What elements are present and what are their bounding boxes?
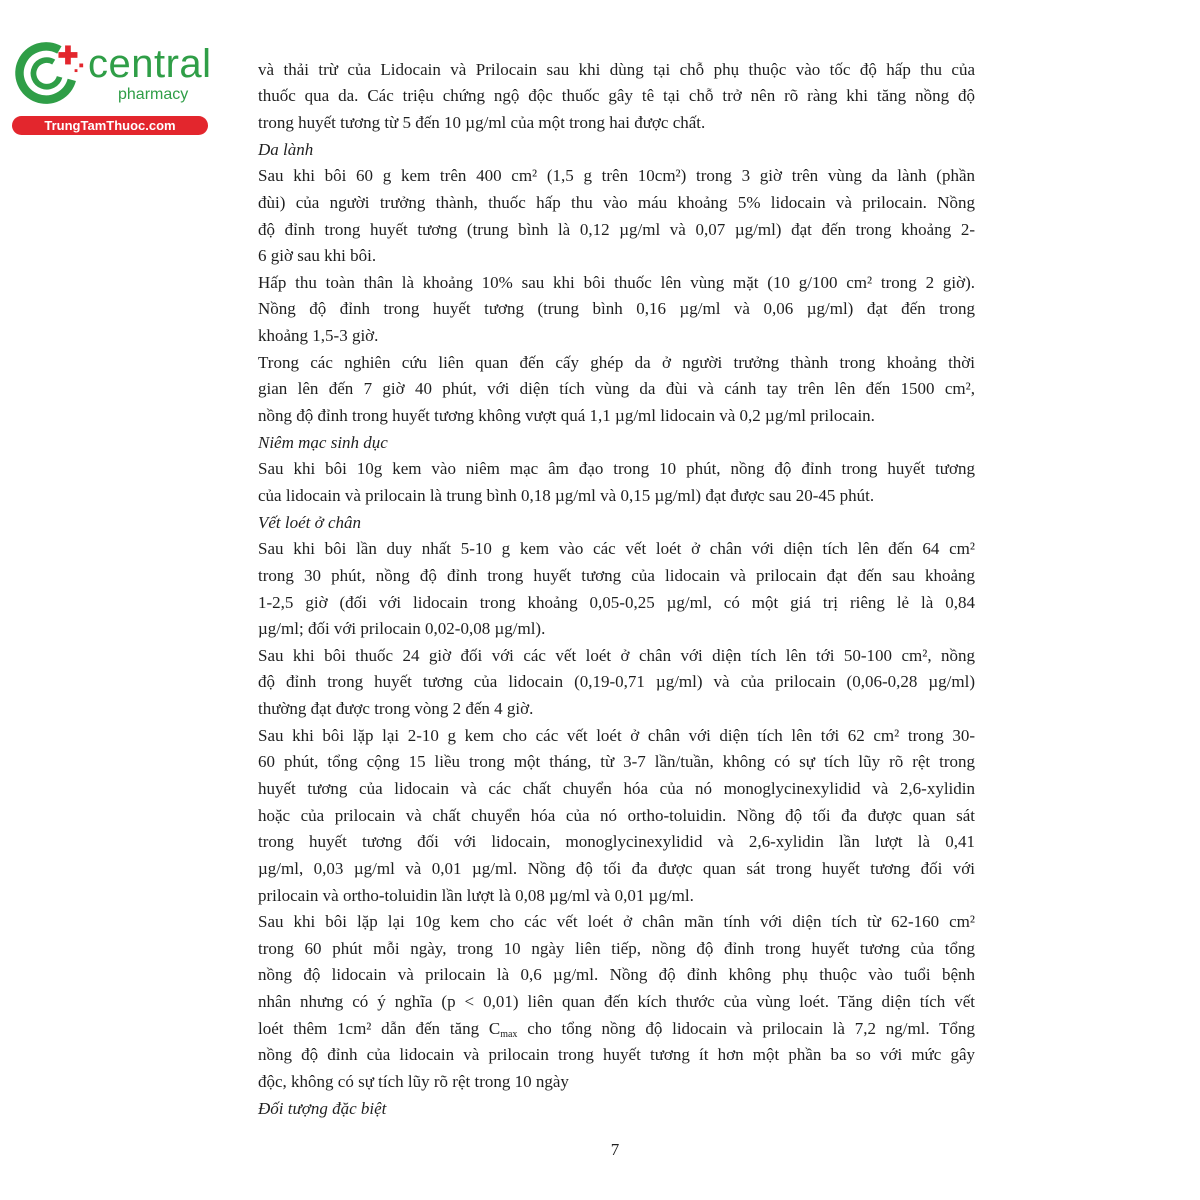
brand-subtitle: pharmacy — [118, 86, 189, 103]
text-line: prilocain và ortho-toluidin lần lượt là 0,08 µg/ml và 0,01 µg/ml. — [258, 885, 694, 905]
logo-plus-vertical — [65, 45, 71, 64]
text-line: thuốc qua da. Các triệu chứng ngộ độc thuốc gây tê tại chỗ trở nên rõ ràng khi tăng nồng độ — [258, 86, 975, 106]
text-line: Hấp thu toàn thân là khoảng 10% sau khi bôi thuốc lên vùng mặt (10 g/100 cm² trong 2 giờ). — [258, 272, 975, 292]
text-line: độ đỉnh trong huyết tương (trung bình là 0,12 µg/ml và 0,07 µg/ml) đạt đến trong khoảng 2- — [258, 219, 975, 239]
central-pharmacy-logo-icon — [10, 34, 86, 112]
text-line: µg/ml; đối với prilocain 0,02-0,08 µg/ml). — [258, 619, 546, 639]
logo-dot — [79, 64, 83, 68]
text-line: Sau khi bôi 10g kem vào niêm mạc âm đạo trong 10 phút, nồng độ đỉnh trong huyết tương — [258, 459, 975, 479]
text-line: 6 giờ sau khi bôi. — [258, 246, 377, 266]
logo-dot — [75, 69, 78, 72]
text-line: độc, không có sự tích lũy rõ rệt trong 10 ngày — [258, 1072, 569, 1092]
text-line: của lidocain và prilocain là trung bình 0,18 µg/ml và 0,15 µg/ml) đạt được sau 20-45 phút. — [258, 485, 875, 505]
text-line: đùi) của người trưởng thành, thuốc hấp thu vào máu khoảng 5% lidocain và prilocain. Nồng — [258, 192, 975, 212]
text-line: Sau khi bôi lặp lại 2-10 g kem cho các vết loét ở chân với diện tích lên tới 62 cm² trong 30- — [258, 725, 975, 745]
section-heading: Đối tượng đặc biệt — [258, 1098, 387, 1118]
section-heading: Vết loét ở chân — [258, 512, 362, 532]
text-line: hoặc của prilocain và chất chuyển hóa của nó ortho-toluidin. Nồng độ tối đa được quan sát — [258, 805, 975, 825]
text-line: 60 phút, tổng cộng 15 liều trong một tháng, từ 3-7 lần/tuần, không có sự tích lũy rõ rệt trong — [258, 752, 975, 772]
text-line: nồng độ đỉnh trong huyết tương không vượt quá 1,1 µg/ml lidocain và 0,2 µg/ml prilocain. — [258, 406, 875, 426]
text-segment: loét thêm 1cm² dẫn đến tăng C — [258, 1018, 501, 1038]
brand-name: central — [88, 42, 212, 86]
text-line: và thải trừ của Lidocain và Prilocain sau khi dùng tại chỗ phụ thuộc vào tốc độ hấp thu của — [258, 59, 975, 79]
text-line: gian lên đến 7 giờ 40 phút, với diện tích vùng da đùi và cánh tay trên lên đến 1500 cm², — [258, 379, 975, 399]
document-body — [258, 57, 975, 1123]
text-line: Trong các nghiên cứu liên quan đến cấy ghép da ở người trưởng thành trong khoảng thời — [258, 352, 975, 372]
brand-site-banner: TrungTamThuoc.com — [12, 116, 208, 135]
text-line-cmax — [258, 1016, 975, 1043]
text-line: Nồng độ đỉnh trong huyết tương (trung bình 0,16 µg/ml và 0,06 µg/ml) đạt đến trong — [258, 299, 975, 319]
text-line: nồng độ lidocain và prilocain là 0,6 µg/ml. Nồng độ đỉnh không phụ thuộc vào tuổi bệnh — [258, 965, 975, 985]
text-line: trong huyết tương từ 5 đến 10 µg/ml của một trong hai được chất. — [258, 112, 706, 132]
text-line: độ đỉnh trong huyết tương của lidocain (0,19-0,71 µg/ml) và của prilocain (0,06-0,28 µg/ml) — [258, 672, 975, 692]
cmax-subscript: max — [500, 1028, 518, 1040]
text-line: huyết tương của lidocain và các chất chuyển hóa của nó monoglycinexylidid và 2,6-xylidin — [258, 778, 975, 798]
page-number: 7 — [610, 1140, 620, 1159]
text-line: Sau khi bôi lặp lại 10g kem cho các vết loét ở chân mãn tính với diện tích từ 62-160 cm² — [258, 912, 975, 932]
text-line: 1-2,5 giờ (đối với lidocain trong khoảng 0,05-0,25 µg/ml, có một giá trị riêng lẻ là 0,84 — [258, 592, 975, 612]
text-line: thường đạt được trong vòng 2 đến 4 giờ. — [258, 699, 534, 719]
text-line: µg/ml, 0,03 µg/ml và 0,01 µg/ml. Nồng độ tối đa được quan sát trong huyết tương đối với — [258, 858, 975, 878]
logo-inner-ring — [33, 60, 59, 87]
text-line: nồng độ đỉnh của lidocain và prilocain trong huyết tương ít hơn một phần ba so với mức gây — [258, 1045, 975, 1065]
text-line: Sau khi bôi thuốc 24 giờ đối với các vết loét ở chân với diện tích lên tới 50-100 cm², nồng — [258, 645, 975, 665]
text-line: trong 30 phút, nồng độ đỉnh trong huyết tương của lidocain và prilocain đạt đến sau khoảng — [258, 565, 975, 585]
text-segment: cho tổng nồng độ lidocain và prilocain là 7,2 ng/ml. Tổng — [517, 1018, 976, 1038]
text-line: trong 60 phút mỗi ngày, trong 10 ngày liên tiếp, nồng độ đỉnh trong huyết tương của tổng — [258, 938, 975, 958]
section-heading: Niêm mạc sinh dục — [258, 432, 388, 452]
text-line: trong huyết tương đối với lidocain, monoglycinexylidid và 2,6-xylidin lần lượt là 0,41 — [258, 832, 975, 852]
text-line: khoảng 1,5-3 giờ. — [258, 326, 379, 346]
section-heading: Da lành — [258, 139, 314, 159]
text-line: Sau khi bôi lần duy nhất 5-10 g kem vào các vết loét ở chân với diện tích lên đến 64 cm² — [258, 539, 975, 559]
text-line: Sau khi bôi 60 g kem trên 400 cm² (1,5 g trên 10cm²) trong 3 giờ trên vùng da lành (phần — [258, 166, 975, 186]
text-line: nhân nhưng có ý nghĩa (p < 0,01) liên quan đến kích thước của vùng loét. Tăng diện tích vết — [258, 992, 975, 1012]
